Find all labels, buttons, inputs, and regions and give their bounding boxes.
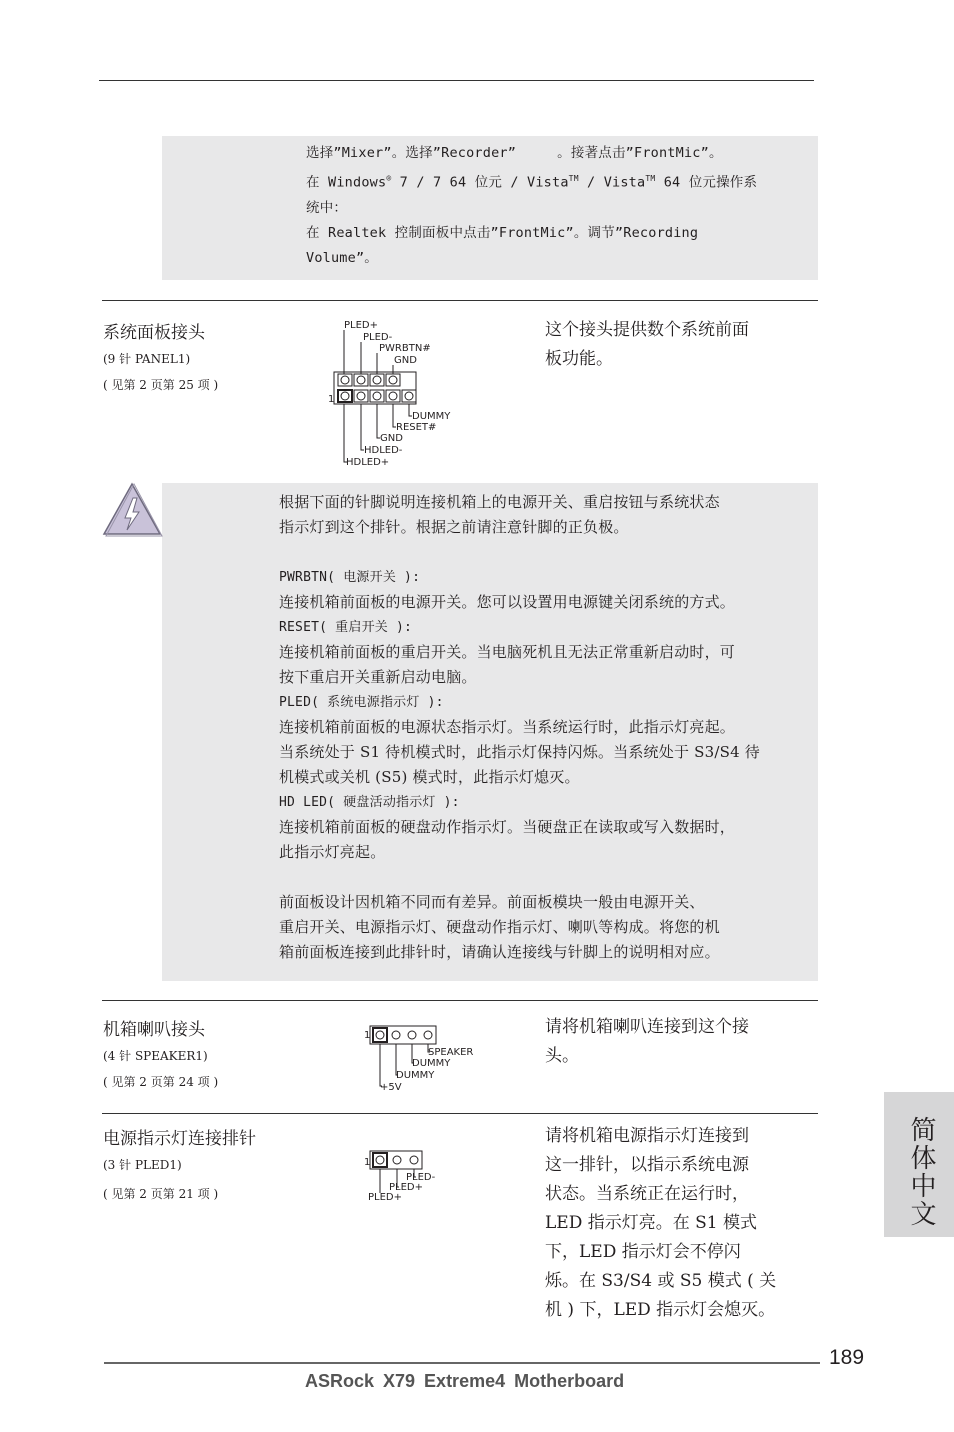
label-pwrbtn: PWRBTN# [379, 343, 431, 354]
pled-description-line-2: 这一排针，以指示系统电源 [545, 1155, 749, 1175]
warning-intro-line-1: 根据下面的针脚说明连接机箱上的电源开关、重启按钮与系统状态 [279, 493, 720, 511]
pin-one-label: 1 [328, 394, 335, 405]
footer-title: ASRock X79 Extreme4 Motherboard [305, 1371, 625, 1391]
panel-pins: (9 针 PANEL1) [103, 352, 191, 366]
section-rule-pled [102, 1113, 818, 1114]
label-pled-minus: PLED- [363, 332, 393, 343]
top-note-line-4: 在 Realtek 控制面板中点击”FrontMic”。调节”Recording [306, 224, 699, 241]
pled-label: PLED( 系统电源指示灯 ): [279, 695, 444, 710]
panel-description-line-1: 这个接头提供数个系统前面 [545, 320, 749, 340]
warning-text [279, 490, 760, 965]
speaker-label-dummy-1: DUMMY [412, 1058, 451, 1069]
pled-description-line-5: 下，LED 指示灯会不停闪 [545, 1242, 741, 1262]
pled-title: 电源指示灯连接排针 [103, 1129, 256, 1149]
hdled-label: HD LED( 硬盘活动指示灯 ): [279, 795, 460, 810]
speaker-header-diagram [360, 1020, 480, 1096]
outro-line-3: 箱前面板连接到此排针时，请确认连接线与针脚上的说明相对应。 [279, 943, 720, 961]
pled-description-line-3: 状态。当系统正在运行时， [545, 1184, 749, 1204]
pled-line-2: 当系统处于 S1 待机模式时，此指示灯保持闪烁。当系统处于 S3/S4 待 [279, 743, 760, 761]
panel-header-diagram [320, 316, 470, 468]
language-side-tab [884, 1092, 954, 1237]
panel-ref: ( 见第 2 页第 25 项 ) [103, 378, 219, 392]
pled-ref: ( 见第 2 页第 21 项 ) [103, 1187, 219, 1201]
speaker-title: 机箱喇叭接头 [103, 1020, 205, 1040]
pled-description-line-7: 机 ) 下，LED 指示灯会熄灭。 [545, 1300, 776, 1320]
speaker-description-line-1: 请将机箱喇叭连接到这个接 [545, 1017, 749, 1037]
label-pled-plus: PLED+ [344, 320, 378, 331]
warning-intro-line-2: 指示灯到这个排针。根据之前请注意针脚的正负极。 [279, 518, 629, 536]
pled-label-plus-2: PLED+ [368, 1192, 402, 1203]
speaker-label-5v: +5V [380, 1082, 402, 1093]
pwrbtn-label: PWRBTN( 电源开关 ): [279, 570, 421, 585]
pled-line-3: 机模式或关机 (S5) 模式时，此指示灯熄灭。 [279, 768, 580, 786]
top-note-line-5: Volume”。 [306, 249, 378, 266]
section-rule-panel [102, 300, 818, 301]
hdled-line-2: 此指示灯亮起。 [279, 843, 386, 861]
header-rule [99, 80, 814, 81]
pled-description-line-4: LED 指示灯亮。在 S1 模式 [545, 1213, 758, 1233]
panel-description [545, 316, 749, 374]
pled-description [545, 1122, 776, 1325]
outro-line-2: 重启开关、电源指示灯、硬盘动作指示灯、喇叭等构成。将您的机 [279, 918, 720, 936]
top-note-line-1: 选择”Mixer”。选择”Recorder” 。接著点击”FrontMic”。 [306, 145, 723, 161]
label-gnd-bottom: GND [380, 433, 403, 444]
speaker-label-speaker: SPEAKER [428, 1047, 474, 1058]
panel-title: 系统面板接头 [103, 323, 205, 343]
pled-label-minus: PLED- [406, 1172, 436, 1183]
speaker-pins: (4 针 SPEAKER1) [103, 1049, 208, 1063]
label-reset: RESET# [396, 422, 437, 433]
pled-pins: (3 针 PLED1) [103, 1158, 182, 1172]
hdled-line-1: 连接机箱前面板的硬盘动作指示灯。当硬盘正在读取或写入数据时， [279, 818, 736, 836]
section-rule-speaker [102, 1000, 818, 1001]
pled-label-plus-1: PLED+ [389, 1182, 423, 1193]
pled-pin-one: 1 [364, 1157, 371, 1168]
label-hdled-minus: HDLED- [364, 445, 403, 456]
pled-description-line-1: 请将机箱电源指示灯连接到 [545, 1126, 749, 1146]
pwrbtn-line-1: 连接机箱前面板的电源开关。您可以设置用电源键关闭系统的方式。 [279, 593, 736, 611]
outro-line-1: 前面板设计因机箱不同而有差异。前面板模块一般由电源开关、 [279, 893, 705, 911]
page-number: 189 [829, 1346, 865, 1369]
footer-rule [104, 1362, 820, 1364]
label-dummy: DUMMY [412, 411, 451, 422]
language-side-tab-label: 简体中文 [906, 1116, 936, 1228]
pled-description-line-6: 烁。在 S3/S4 或 S5 模式 ( 关 [545, 1271, 777, 1291]
pled-line-1: 连接机箱前面板的电源状态指示灯。当系统运行时，此指示灯亮起。 [279, 718, 736, 736]
label-gnd-top: GND [394, 355, 417, 366]
reset-line-2: 按下重启开关重新启动电脑。 [279, 668, 477, 686]
panel-description-line-2: 板功能。 [545, 349, 613, 369]
top-note-line-2: 在 Windows® 7 / 7 64 位元 / Vista™ / Vista™ 64 位元操作系 [306, 174, 758, 191]
reset-label: RESET( 重启开关 ): [279, 620, 413, 635]
speaker-pin-one: 1 [364, 1030, 371, 1041]
reset-line-1: 连接机箱前面板的重启开关。当电脑死机且无法正常重新启动时，可 [279, 643, 736, 661]
top-note-text [306, 141, 757, 271]
speaker-label-dummy-2: DUMMY [396, 1070, 435, 1081]
speaker-ref: ( 见第 2 页第 24 项 ) [103, 1075, 219, 1089]
speaker-description [545, 1013, 749, 1071]
warning-icon [100, 480, 164, 540]
top-note-line-3: 统中： [306, 199, 348, 216]
pled-header-diagram [360, 1145, 460, 1203]
label-hdled-plus: HDLED+ [346, 457, 390, 468]
speaker-description-line-2: 头。 [545, 1046, 579, 1066]
